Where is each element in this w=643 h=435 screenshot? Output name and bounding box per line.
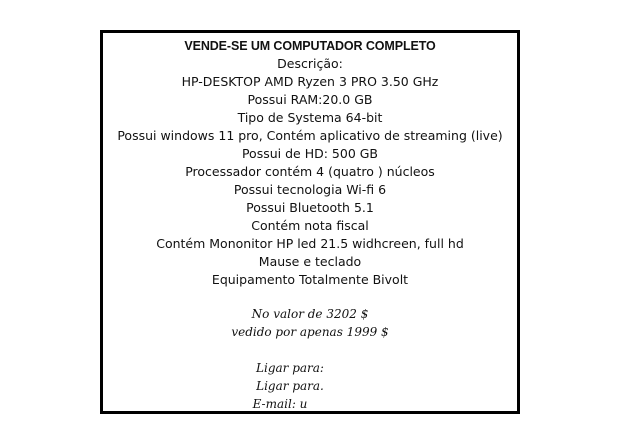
spec-cpu-model: HP-DESKTOP AMD Ryzen 3 PRO 3.50 GHz (181, 74, 439, 89)
contact-call-1-label: Ligar para: (256, 361, 324, 375)
contact-call-2-label: Ligar para. (256, 379, 324, 393)
spec-bluetooth: Possui Bluetooth 5.1 (246, 200, 374, 215)
contact-call-1 (103, 359, 517, 377)
price-sale: vedido por apenas 1999 $ (231, 325, 389, 339)
spec-system-type: Tipo de Systema 64-bit (237, 110, 383, 125)
spec-processor-cores: Processador contém 4 (quatro ) núcleos (185, 164, 435, 179)
sale-ad-box (100, 30, 520, 414)
spec-ram: Possui RAM:20.0 GB (247, 92, 373, 107)
spec-invoice: Contém nota fiscal (251, 218, 369, 233)
spec-hd: Possui de HD: 500 GB (241, 146, 379, 161)
spec-monitor: Contém Mononitor HP led 21.5 widhcreen, full hd (156, 236, 464, 251)
redacted-phone-1 (324, 363, 364, 375)
contact-email (103, 395, 517, 413)
contact-email-label: E-mail: u (252, 397, 308, 411)
spec-mouse-keyboard: Mause e teclado (258, 254, 362, 269)
redacted-email (307, 399, 367, 411)
price-original: No valor de 3202 $ (251, 307, 369, 321)
contact-call-2 (103, 377, 517, 395)
ad-title: VENDE-SE UM COMPUTADOR COMPLETO (184, 39, 436, 53)
description-heading: Descrição: (277, 56, 343, 71)
redacted-phone-2 (324, 381, 364, 393)
spec-wifi: Possui tecnologia Wi-fi 6 (233, 182, 387, 197)
spec-os: Possui windows 11 pro, Contém aplicativo de streaming (live) (117, 128, 503, 143)
spec-bivolt: Equipamento Totalmente Bivolt (211, 272, 409, 287)
